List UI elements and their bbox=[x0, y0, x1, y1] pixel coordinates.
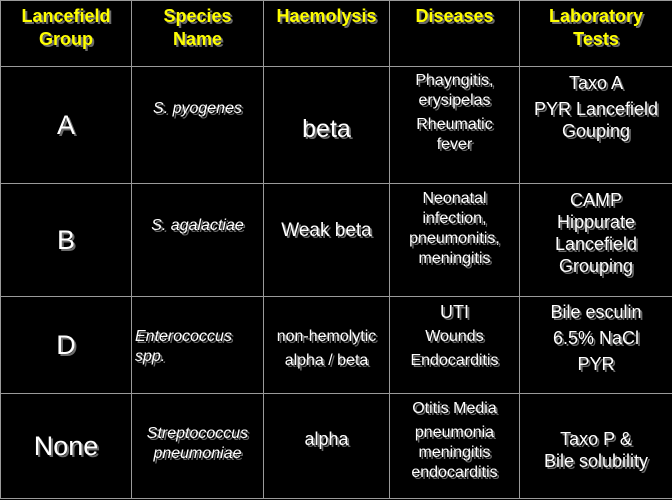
test-line: Hippurate bbox=[556, 212, 636, 232]
header-row bbox=[1, 1, 672, 67]
disease-line: Wounds bbox=[425, 328, 484, 345]
header-group-line: Lancefield bbox=[21, 6, 111, 26]
group-cell: None bbox=[1, 394, 132, 499]
test-line: PYR bbox=[577, 354, 615, 374]
species-cell bbox=[132, 67, 264, 184]
lab-tests-cell bbox=[520, 297, 672, 394]
haemolysis-cell bbox=[264, 297, 390, 394]
species-cell bbox=[132, 297, 264, 394]
test-line: PYR Lancefield bbox=[533, 99, 659, 119]
test-line: Taxo A bbox=[568, 73, 624, 93]
haemolysis-cell bbox=[264, 67, 390, 184]
header-diseases-line: Diseases bbox=[415, 6, 494, 26]
haemolysis-line: alpha / beta bbox=[284, 352, 369, 369]
header-species-name bbox=[132, 1, 264, 67]
disease-line: erysipelas bbox=[418, 92, 491, 109]
group-cell: D bbox=[1, 297, 132, 394]
header-tests-line: Laboratory bbox=[548, 6, 644, 26]
diseases-cell bbox=[390, 394, 520, 499]
disease-line: infection, bbox=[422, 210, 487, 227]
test-line: Gouping bbox=[561, 121, 631, 141]
disease-line: Neonatal bbox=[422, 190, 487, 207]
species-line: Streptococcus bbox=[146, 425, 249, 442]
disease-line: UTI bbox=[440, 302, 469, 322]
test-line: CAMP bbox=[569, 190, 622, 210]
test-line: Bile solubility bbox=[543, 451, 649, 471]
disease-line: Otitis Media bbox=[412, 400, 497, 417]
table-row-group-a bbox=[1, 67, 672, 184]
species-line: pneumoniae bbox=[153, 445, 242, 462]
species-line: S. agalactiae bbox=[151, 217, 244, 234]
haemolysis-cell bbox=[264, 184, 390, 297]
header-group-line: Group bbox=[39, 29, 93, 49]
species-line: spp. bbox=[135, 348, 166, 365]
header-tests-line: Tests bbox=[573, 29, 619, 49]
lab-tests-cell bbox=[520, 184, 672, 297]
haemolysis-line: beta bbox=[302, 115, 351, 143]
header-species-line: Species bbox=[163, 6, 232, 26]
header-diseases bbox=[390, 1, 520, 67]
disease-line: Phayngitis, bbox=[415, 72, 494, 89]
test-line: Bile esculin bbox=[550, 302, 642, 322]
test-line: Grouping bbox=[558, 256, 634, 276]
diseases-cell bbox=[390, 184, 520, 297]
test-line: Taxo P & bbox=[560, 429, 632, 449]
disease-line: meningitis bbox=[418, 250, 491, 267]
header-haemolysis bbox=[264, 1, 390, 67]
species-line: Enterococcus bbox=[135, 328, 232, 345]
species-line: S. pyogenes bbox=[153, 100, 242, 117]
species-cell bbox=[132, 394, 264, 499]
table-row-group-d bbox=[1, 297, 672, 394]
table-row-group-b bbox=[1, 184, 672, 297]
group-cell: B bbox=[1, 184, 132, 297]
disease-line: Endocarditis bbox=[410, 352, 499, 369]
lab-tests-cell bbox=[520, 394, 672, 499]
disease-line: endocarditis bbox=[411, 464, 498, 481]
disease-line: pneumonitis, bbox=[409, 230, 500, 247]
diseases-cell bbox=[390, 67, 520, 184]
haemolysis-line: alpha bbox=[304, 429, 349, 449]
table-row-group-none bbox=[1, 394, 672, 499]
header-laboratory-tests bbox=[520, 1, 672, 67]
lab-tests-cell bbox=[520, 67, 672, 184]
test-line: Lancefield bbox=[554, 234, 638, 254]
disease-line: Rheumatic bbox=[416, 116, 493, 133]
header-haemolysis-line: Haemolysis bbox=[276, 6, 377, 26]
header-species-line: Name bbox=[172, 29, 223, 49]
header-lancefield-group bbox=[1, 1, 132, 67]
disease-line: pneumonia bbox=[414, 424, 495, 441]
test-line: 6.5% NaCl bbox=[552, 328, 640, 348]
haemolysis-cell bbox=[264, 394, 390, 499]
species-cell bbox=[132, 184, 264, 297]
group-cell: A bbox=[1, 67, 132, 184]
haemolysis-line: Weak beta bbox=[281, 220, 372, 241]
diseases-cell bbox=[390, 297, 520, 394]
disease-line: fever bbox=[436, 136, 473, 153]
haemolysis-line: non-hemolytic bbox=[276, 328, 377, 345]
disease-line: meningitis bbox=[418, 444, 491, 461]
